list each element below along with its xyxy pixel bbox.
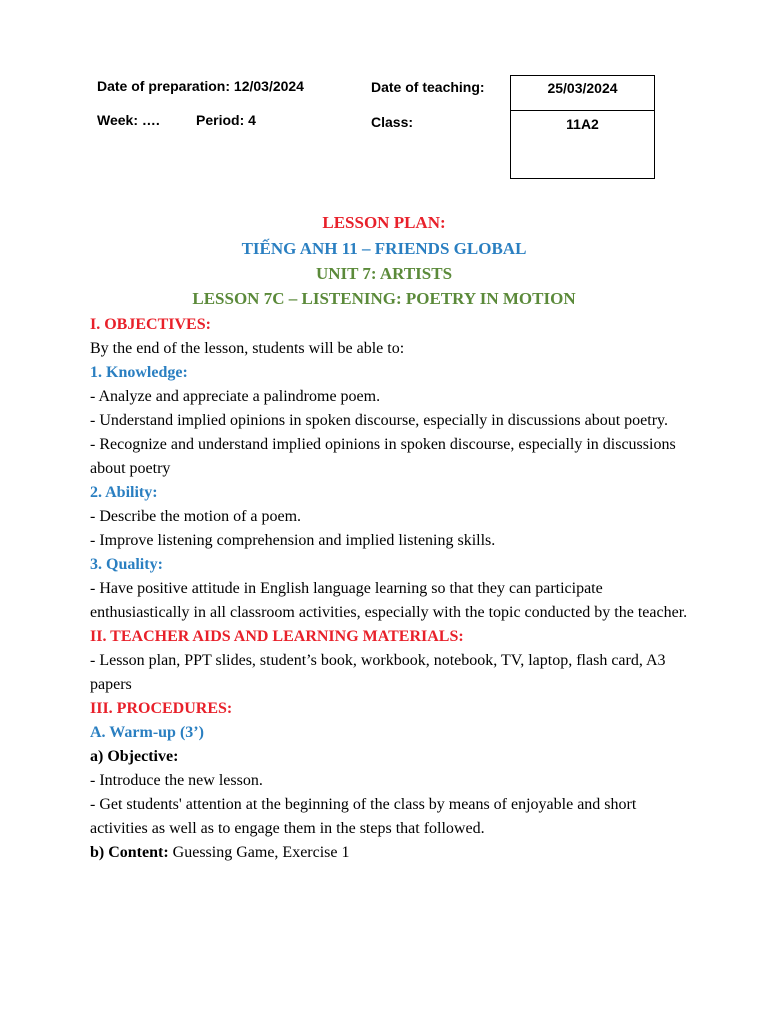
content-text: Guessing Game, Exercise 1 xyxy=(168,844,350,861)
title-lesson-plan: LESSON PLAN: xyxy=(322,213,446,232)
class-label: Class: xyxy=(371,114,414,130)
objectives-intro: By the end of the lesson, students will be able to: xyxy=(90,340,405,357)
period-label: Period: 4 xyxy=(196,112,256,128)
objective-item: - Get students' attention at the beginning of the class by means of enjoyable and short activities as well as to engage them in the steps that followed. xyxy=(90,796,637,837)
aids-item: - Lesson plan, PPT slides, student’s book, workbook, notebook, TV, laptop, flash card, A3 papers xyxy=(90,652,666,693)
ability-item: - Improve listening comprehension and implied listening skills. xyxy=(90,532,496,549)
ability-item: - Describe the motion of a poem. xyxy=(90,508,302,525)
table-divider xyxy=(511,110,654,111)
knowledge-item: - Analyze and appreciate a palindrome poem. xyxy=(90,388,381,405)
date-of-preparation: Date of preparation: 12/03/2024 xyxy=(97,78,304,94)
title-unit: UNIT 7: ARTISTS xyxy=(315,264,453,283)
title-course: TIẾNG ANH 11 – FRIENDS GLOBAL xyxy=(241,239,527,258)
date-of-teaching-label: Date of teaching: xyxy=(371,79,485,95)
title-lesson: LESSON 7C – LISTENING: POETRY IN MOTION xyxy=(192,289,576,308)
teaching-info-table xyxy=(510,75,655,179)
knowledge-item: - Recognize and understand implied opinions in spoken discourse, especially in discussions about poetry xyxy=(90,436,676,477)
class-value: 11A2 xyxy=(566,116,599,132)
aids-heading: II. TEACHER AIDS AND LEARNING MATERIALS: xyxy=(90,628,464,645)
knowledge-heading: 1. Knowledge: xyxy=(90,364,188,381)
objective-item: - Introduce the new lesson. xyxy=(90,772,263,789)
lesson-body xyxy=(90,313,690,865)
content-line xyxy=(90,841,690,865)
quality-item: - Have positive attitude in English language learning so that they can participate enthusiastically in all classroom activities, especially with the topic conducted by the teacher. xyxy=(90,580,688,621)
content-label: b) Content: xyxy=(90,844,169,861)
teaching-date-value: 25/03/2024 xyxy=(547,80,618,96)
quality-heading: 3. Quality: xyxy=(90,556,163,573)
objective-label: a) Objective: xyxy=(90,748,179,765)
ability-heading: 2. Ability: xyxy=(90,484,158,501)
objectives-heading: I. OBJECTIVES: xyxy=(90,316,211,333)
knowledge-item: - Understand implied opinions in spoken discourse, especially in discussions about poetry. xyxy=(90,412,668,429)
procedures-heading: III. PROCEDURES: xyxy=(90,700,233,717)
week-label: Week: …. xyxy=(97,112,160,128)
warmup-heading: A. Warm-up (3’) xyxy=(90,724,204,741)
